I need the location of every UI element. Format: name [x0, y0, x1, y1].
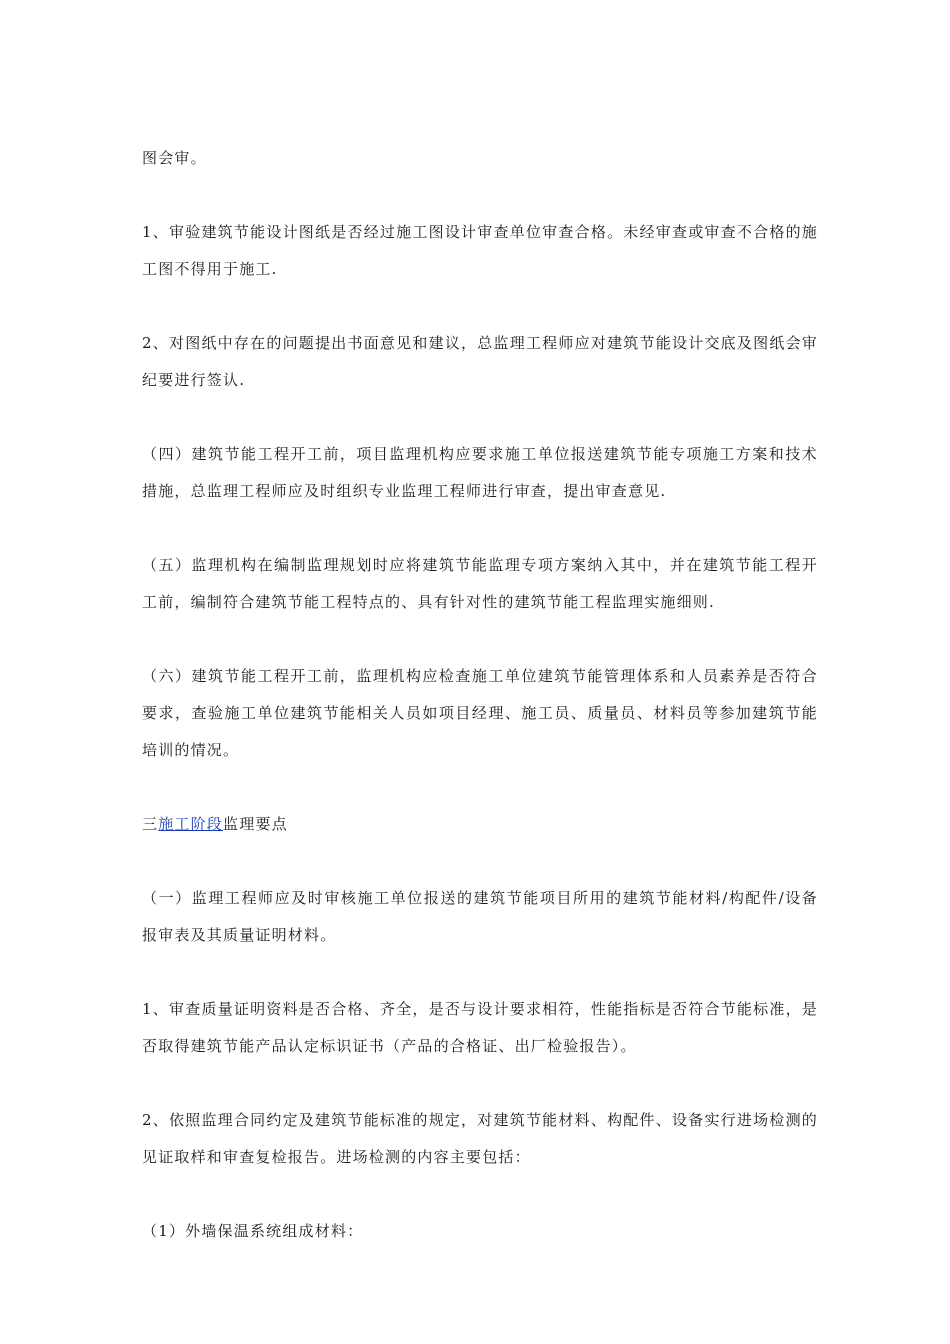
paragraph: （一）监理工程师应及时审核施工单位报送的建筑节能项目所用的建筑节能材料/构配件/设备报审表及其质量证明材料。 — [142, 889, 818, 944]
heading-prefix: 三 — [142, 815, 159, 833]
paragraph: （五）监理机构在编制监理规划时应将建筑节能监理专项方案纳入其中，并在建筑节能工程开工前，编制符合建筑节能工程特点的、具有针对性的建筑节能工程监理实施细则. — [142, 556, 818, 611]
paragraph: 图会审。 — [142, 149, 207, 167]
paragraph: （六）建筑节能工程开工前，监理机构应检查施工单位建筑节能管理体系和人员素养是否符合要求，查验施工单位建筑节能相关人员如项目经理、施工员、质量员、材料员等参加建筑节能培训的情况。 — [142, 667, 818, 759]
paragraph: （1）外墙保温系统组成材料： — [142, 1222, 364, 1240]
document-page — [142, 140, 818, 1250]
paragraph: 2、依照监理合同约定及建筑节能标准的规定，对建筑节能材料、构配件、设备实行进场检测的见证取样和审查复检报告。进场检测的内容主要包括： — [142, 1111, 818, 1166]
construction-stage-link[interactable]: 施工阶段 — [158, 815, 224, 833]
paragraph: 1、审验建筑节能设计图纸是否经过施工图设计审查单位审查合格。未经审查或审查不合格的施工图不得用于施工. — [142, 223, 818, 278]
heading-suffix: 监理要点 — [223, 815, 288, 833]
paragraph: （四）建筑节能工程开工前，项目监理机构应要求施工单位报送建筑节能专项施工方案和技术措施，总监理工程师应及时组织专业监理工程师进行审查，提出审查意见. — [142, 445, 818, 500]
section-heading — [142, 806, 818, 843]
paragraph: 2、对图纸中存在的问题提出书面意见和建议，总监理工程师应对建筑节能设计交底及图纸会审纪要进行签认. — [142, 334, 818, 389]
paragraph: 1、审查质量证明资料是否合格、齐全，是否与设计要求相符，性能指标是否符合节能标准，是否取得建筑节能产品认定标识证书（产品的合格证、出厂检验报告）。 — [142, 1000, 818, 1055]
